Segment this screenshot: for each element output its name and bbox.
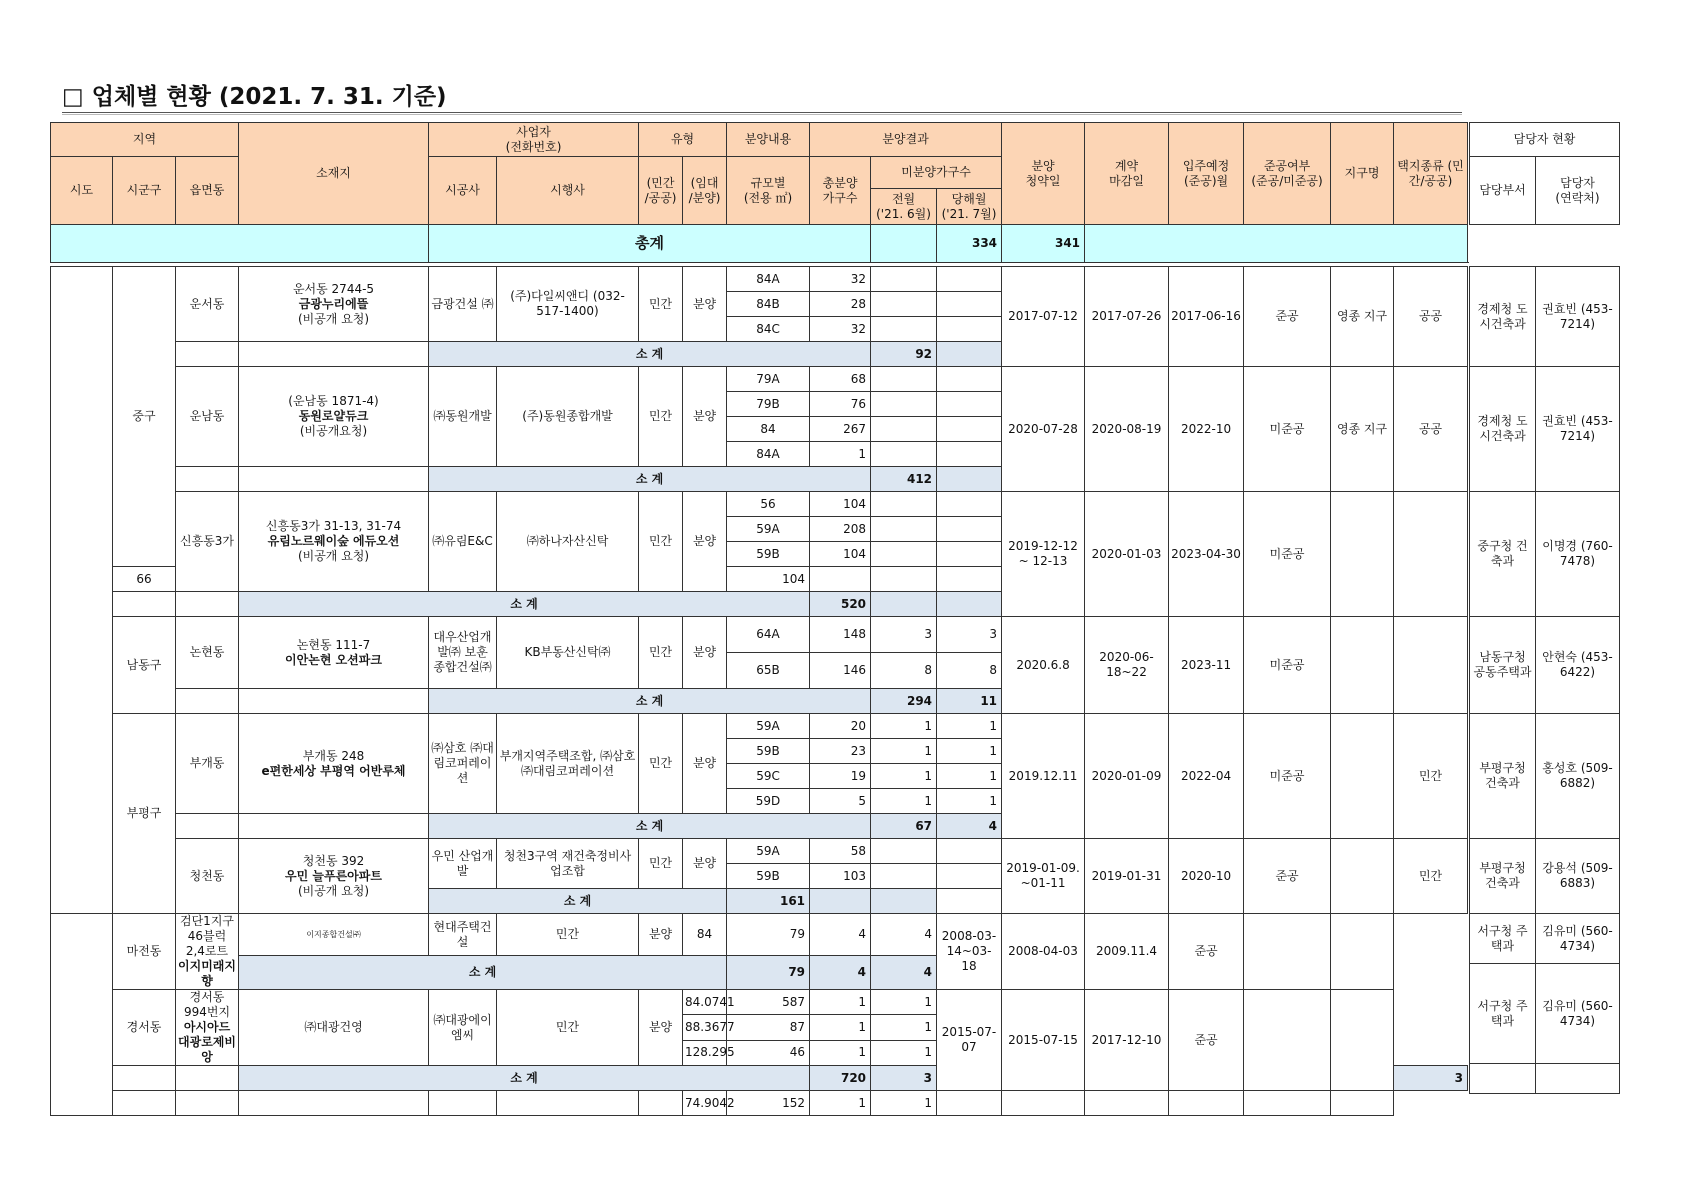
location-cell: 논현동 111-7 이안논현 오션파크 <box>239 617 429 689</box>
subtotal-row: 소 계 67 4 <box>51 814 1468 839</box>
table-row: 남동구 논현동 논현동 111-7 이안논현 오션파크 대우산업개발㈜ 보훈 종합건설㈜ KB부동산신탁㈜ 민간 분양 64A 148 3 3 2020.6.8 2020-06-18~22 2023-11 미준공 <box>51 617 1468 653</box>
page-title: □ 업체별 현황 (2021. 7. 31. 기준) <box>62 84 447 110</box>
manager-row: 경제청 도시건축과 권효빈 (453-7214) <box>1470 267 1620 367</box>
table-row: 84A 1 <box>51 442 1468 467</box>
header-location: 소재지 <box>239 123 429 225</box>
table-row: 59B 104 <box>51 542 1468 567</box>
manager-row: 서구청 주택과 김유미 (560-4734) <box>1470 964 1620 1064</box>
header-builder: 시공사 <box>429 157 497 225</box>
table-row: 중구 운서동 운서동 2744-5 금광누리에뜰 (비공개 요청) 금광건설 ㈜ (주)다일씨앤디 (032-517-1400) 민간 분양 84A 32 2017-07-12 2017-07-26 2017-06-16 준공 영종 지구 공공 <box>51 267 1468 292</box>
subtotal-row: 소 계 79 4 4 <box>51 956 1468 990</box>
table-row: 84 267 <box>51 417 1468 442</box>
total-curr: 341 <box>1002 225 1085 263</box>
header-prev-month: 전월 ('21. 6월) <box>871 189 937 225</box>
header-dept: 담당부서 <box>1470 157 1536 225</box>
manager-row <box>1470 1064 1620 1094</box>
manager-row: 경제청 도시건축과 권효빈 (453-7214) <box>1470 367 1620 492</box>
location-cell: 검단1지구 46블럭 2,4로트 이지미래지향 <box>176 914 239 990</box>
table-row: 경서동 경서동 994번지 아시아드 대광로제비앙 ㈜대광건영 ㈜대광에이엠씨 민간 분양 84.0741 587 1 1 2015-07-07 2015-07-15 2017-12-10 준공 <box>51 990 1468 1015</box>
header-scale: 규모별 (전용 ㎡) <box>727 157 810 225</box>
sido-cell <box>51 267 113 914</box>
table-row: 128.295 46 1 1 <box>51 1040 1468 1065</box>
manager-table <box>1469 122 1620 1094</box>
header-developer: 시행사 <box>497 157 639 225</box>
manager-row: 서구청 주택과 김유미 (560-4734) <box>1470 914 1620 964</box>
header-sigungu: 시군구 <box>113 157 176 225</box>
table-row: 88.3677 87 1 1 <box>51 1015 1468 1040</box>
header-unsold: 미분양가구수 <box>871 157 1002 189</box>
sigungu-junggu: 중구 <box>113 267 176 567</box>
manager-row: 남동구청 공동주택과 안현숙 (453-6422) <box>1470 617 1620 714</box>
header-district: 지구명 <box>1331 123 1394 225</box>
header-eupmyeondong: 읍면동 <box>176 157 239 225</box>
table-row: 84B 28 <box>51 292 1468 317</box>
table-row: 59A 208 <box>51 517 1468 542</box>
table-row: 65B 146 8 8 <box>51 653 1468 689</box>
sigungu-namdonggu: 남동구 <box>113 617 176 714</box>
manager-row: 부평구청 건축과 홍성호 (509-6882) <box>1470 714 1620 839</box>
location-cell: (운남동 1871-4) 동원로얄듀크 (비공개요청) <box>239 367 429 467</box>
table-row: 74.9042 152 1 1 <box>51 1091 1468 1116</box>
header-region: 지역 <box>51 123 239 157</box>
title-divider <box>62 112 1462 115</box>
table-row: 59D 5 1 1 <box>51 789 1468 814</box>
header-sale-result: 분양결과 <box>810 123 1002 157</box>
location-cell: 경서동 994번지 아시아드 대광로제비앙 <box>176 990 239 1066</box>
table-row: 59B 103 <box>51 864 1468 889</box>
header-manager-status: 담당자 현황 <box>1470 123 1620 157</box>
header-this-month: 당해월 ('21. 7월) <box>937 189 1002 225</box>
table-row: 84C 32 <box>51 317 1468 342</box>
header-sale-content: 분양내용 <box>727 123 810 157</box>
table-row: 59C 19 1 1 <box>51 764 1468 789</box>
header-land-type: 택지종류 (민간/공공) <box>1394 123 1468 225</box>
header-manager: 담당자 (연락처) <box>1536 157 1620 225</box>
subtotal-row: 소 계 412 <box>51 467 1468 492</box>
header-movein: 입주예정 (준공)월 <box>1169 123 1244 225</box>
header-subscription: 분양 청약일 <box>1002 123 1085 225</box>
total-label: 총계 <box>429 225 871 263</box>
sigungu-bupyeonggu: 부평구 <box>113 714 176 914</box>
location-cell: 신흥동3가 31-13, 31-74 유림노르웨이숲 에듀오션 (비공개 요청) <box>239 492 429 592</box>
total-prev: 334 <box>937 225 1002 263</box>
manager-row: 중구청 건축과 이명경 (760-7478) <box>1470 492 1620 617</box>
header-business: 사업자 (전화번호) <box>429 123 639 157</box>
location-cell: 청천동 392 우민 늘푸른아파트 (비공개 요청) <box>239 839 429 914</box>
location-cell: 운서동 2744-5 금광누리에뜰 (비공개 요청) <box>239 267 429 342</box>
table-row: 79B 76 <box>51 392 1468 417</box>
location-cell: 부개동 248 e편한세상 부평역 어반루체 <box>239 714 429 814</box>
header-total-units: 총분양 가구수 <box>810 157 871 225</box>
table-row: 운남동 (운남동 1871-4) 동원로얄듀크 (비공개요청) ㈜동원개발 (주)동원종합개발 민간 분양 79A 68 2020-07-28 2020-08-19 2022-10 미준공 영종 지구 공공 <box>51 367 1468 392</box>
subtotal-row: 소 계 294 11 <box>51 689 1468 714</box>
total-row <box>51 225 1468 263</box>
table-row: 66 104 <box>51 567 1468 592</box>
header-type-rental: (임대 /분양) <box>683 157 727 225</box>
manager-table-wrapper <box>1469 122 1613 1100</box>
header-type-private: (민간 /공공) <box>639 157 683 225</box>
sigungu-seogu <box>51 914 113 1116</box>
header-sido: 시도 <box>51 157 113 225</box>
status-table <box>50 122 1468 1116</box>
header-type: 유형 <box>639 123 727 157</box>
header-completion: 준공여부 (준공/미준공) <box>1244 123 1331 225</box>
table-row: 부평구 부개동 부개동 248 e편한세상 부평역 어반루체 ㈜삼호 ㈜대림코퍼레이션 부개지역주택조합, ㈜삼호 ㈜대림코퍼레이션 민간 분양 59A 20 1 1 2019.12.11 2020-01-09 2022-04 미준공 민간 <box>51 714 1468 739</box>
table-row: 59B 23 1 1 <box>51 739 1468 764</box>
subtotal-row: 소 계 520 <box>51 592 1468 617</box>
subtotal-row: 소 계 720 3 3 <box>51 1066 1468 1091</box>
subtotal-row: 소 계 92 <box>51 342 1468 367</box>
header-contract: 계약 마감일 <box>1085 123 1169 225</box>
table-row: 청천동 청천동 392 우민 늘푸른아파트 (비공개 요청) 우민 산업개발 청천3구역 재건축정비사업조합 민간 분양 59A 58 2019-01-09. ~01-11 2019-01-31 2020-10 준공 민간 <box>51 839 1468 864</box>
manager-row: 부평구청 건축과 강용석 (509-6883) <box>1470 839 1620 914</box>
table-row: 신흥동3가 신흥동3가 31-13, 31-74 유림노르웨이숲 에듀오션 (비공개 요청) ㈜유림E&C ㈜하나자산신탁 민간 분양 56 104 2019-12-12 ~ 12-13 2020-01-03 2023-04-30 미준공 <box>51 492 1468 517</box>
subtotal-row: 소 계 161 <box>51 889 1468 914</box>
status-table-wrapper <box>50 122 1464 1110</box>
table-row: 마전동 검단1지구 46블럭 2,4로트 이지미래지향 이지종합건설㈜ 현대주택건설 민간 분양 84 79 4 4 2008-03-14~03-18 2008-04-03 2009.11.4 준공 <box>51 914 1468 956</box>
